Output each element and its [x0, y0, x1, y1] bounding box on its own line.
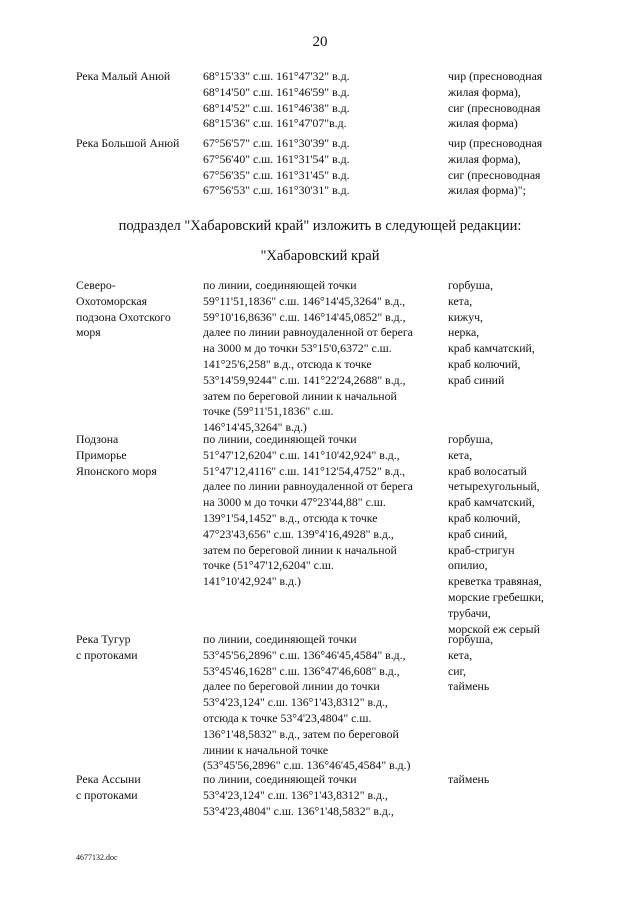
- text-line: горбуша,: [448, 278, 494, 292]
- text-line: сиг (пресноводная: [448, 100, 541, 115]
- text-line: затем по береговой линии к начальной: [203, 388, 397, 403]
- text-line: кета,: [448, 447, 473, 462]
- text-line: далее по береговой линии до точки: [203, 679, 380, 694]
- text-line: по линии, соединяющей точки: [203, 432, 357, 446]
- text-line: 139°1'54,1452" в.д., отсюда к точке: [203, 510, 378, 525]
- text-line: Северо-: [76, 278, 116, 292]
- text-line: 68°15'36" с.ш. 161°47'07"в.д.: [203, 116, 347, 131]
- text-line: креветка травяная,: [448, 574, 542, 589]
- boundary-coordinates: [203, 136, 443, 199]
- text-line: 68°15'33" с.ш. 161°47'32" в.д.: [203, 69, 350, 83]
- text-line: таймень: [448, 772, 490, 786]
- text-line: 136°1'48,5832" в.д., затем по береговой: [203, 726, 399, 741]
- text-line: чир (пресноводная: [448, 136, 543, 150]
- text-line: жилая форма),: [448, 84, 521, 99]
- text-line: краб синий,: [448, 526, 508, 541]
- text-line: Река Большой Анюй: [76, 136, 180, 150]
- text-line: с протоками: [76, 647, 138, 662]
- text-line: краб-стригун: [448, 542, 515, 557]
- species-list: [448, 772, 618, 788]
- region-name: [76, 632, 198, 664]
- text-line: морской еж серый: [448, 621, 540, 636]
- text-line: краб волосатый: [448, 463, 527, 478]
- text-line: затем по береговой линии к начальной: [203, 542, 397, 557]
- text-line: линии к начальной точке: [203, 742, 329, 757]
- text-line: с протоками: [76, 787, 138, 802]
- boundary-coordinates: [203, 432, 443, 590]
- text-line: краб синий: [448, 372, 505, 387]
- species-list: [448, 278, 618, 389]
- text-line: подзона Охотского: [76, 309, 171, 324]
- text-line: трубачи,: [448, 605, 491, 620]
- page-number: 20: [312, 34, 328, 50]
- text-line: точке (59°11'51,1836" с.ш.: [203, 404, 334, 419]
- text-line: 67°56'53" с.ш. 161°30'31" в.д.: [203, 183, 350, 198]
- text-line: Охотоморская: [76, 293, 148, 308]
- text-line: 59°11'51,1836" с.ш. 146°14'45,3264" в.д.,: [203, 293, 406, 308]
- text-line: точке (51°47'12,6204" с.ш.: [203, 558, 334, 573]
- text-line: нерка,: [448, 325, 480, 340]
- text-line: Приморье: [76, 447, 127, 462]
- text-line: жилая форма)";: [448, 183, 526, 198]
- text-line: 141°25'6,258" в.д., отсюда к точке: [203, 356, 372, 371]
- text-line: 47°23'43,656" с.ш. 139°4'16,4928" в.д.,: [203, 526, 394, 541]
- text-line: 141°10'42,924" в.д.): [203, 574, 301, 589]
- text-line: жилая форма),: [448, 151, 521, 166]
- text-line: по линии, соединяющей точки: [203, 632, 357, 646]
- region-name: [76, 772, 198, 804]
- species-list: [448, 136, 618, 199]
- text-line: кета,: [448, 647, 473, 662]
- region-name: [76, 69, 198, 85]
- text-line: 53°14'59,9244" с.ш. 141°22'24,2688" в.д.,: [203, 372, 406, 387]
- section-title: "Хабаровский край: [260, 248, 380, 264]
- boundary-coordinates: [203, 772, 443, 819]
- text-line: опилио,: [448, 558, 488, 573]
- text-line: 67°56'57" с.ш. 161°30'39" в.д.: [203, 136, 350, 150]
- boundary-coordinates: [203, 632, 443, 774]
- region-name: [76, 136, 198, 152]
- text-line: 67°56'35" с.ш. 161°31'45" в.д.: [203, 167, 350, 182]
- text-line: краб колючий,: [448, 356, 521, 371]
- text-line: на 3000 м до точки 47°23'44,88" с.ш.: [203, 495, 386, 510]
- text-line: четырехугольный,: [448, 479, 540, 494]
- text-line: краб камчатский,: [448, 495, 535, 510]
- text-line: далее по линии равноудаленной от берега: [203, 325, 413, 340]
- text-line: 53°45'56,2896" с.ш. 136°46'45,4584" в.д.,: [203, 647, 406, 662]
- text-line: жилая форма): [448, 116, 518, 131]
- species-list: [448, 432, 618, 637]
- text-line: таймень: [448, 679, 490, 694]
- text-line: на 3000 м до точки 53°15'0,6372" с.ш.: [203, 341, 392, 356]
- text-line: Река Ассыни: [76, 772, 141, 786]
- footer-filename: 4677132.doc: [76, 853, 118, 862]
- text-line: 51°47'12,4116" с.ш. 141°12'54,4752" в.д.,: [203, 463, 406, 478]
- text-line: сиг,: [448, 663, 467, 678]
- instruction-text: подраздел "Хабаровский край" изложить в следующей редакции:: [118, 218, 522, 234]
- species-list: [448, 632, 618, 695]
- region-name: [76, 432, 198, 479]
- text-line: 53°45'46,1628" с.ш. 136°47'46,608" в.д.,: [203, 663, 400, 678]
- species-list: [448, 69, 618, 132]
- text-line: сиг (пресноводная: [448, 167, 541, 182]
- text-line: Подзона: [76, 432, 119, 446]
- text-line: морские гребешки,: [448, 589, 544, 604]
- text-line: 53°4'23,124" с.ш. 136°1'43,8312" в.д.,: [203, 695, 388, 710]
- text-line: Японского моря: [76, 463, 157, 478]
- text-line: 53°4'23,124" с.ш. 136°1'43,8312" в.д.,: [203, 787, 388, 802]
- text-line: 59°10'16,8636" с.ш. 146°14'45,0852" в.д.,: [203, 309, 406, 324]
- text-line: (53°45'56,2896" с.ш. 136°46'45,4584" в.д.): [203, 758, 411, 773]
- boundary-coordinates: [203, 69, 443, 132]
- text-line: по линии, соединяющей точки: [203, 772, 357, 786]
- text-line: 68°14'50" с.ш. 161°46'59" в.д.: [203, 84, 350, 99]
- text-line: Река Тугур: [76, 632, 131, 646]
- text-line: по линии, соединяющей точки: [203, 278, 357, 292]
- text-line: 51°47'12,6204" с.ш. 141°10'42,924" в.д.,: [203, 447, 400, 462]
- text-line: кижуч,: [448, 309, 483, 324]
- text-line: 67°56'40" с.ш. 161°31'54" в.д.: [203, 151, 350, 166]
- text-line: горбуша,: [448, 632, 494, 646]
- text-line: 68°14'52" с.ш. 161°46'38" в.д.: [203, 100, 350, 115]
- region-name: [76, 278, 198, 341]
- text-line: Река Малый Анюй: [76, 69, 171, 83]
- text-line: чир (пресноводная: [448, 69, 543, 83]
- text-line: краб колючий,: [448, 510, 521, 525]
- text-line: краб камчатский,: [448, 341, 535, 356]
- text-line: 146°14'45,3264" в.д.): [203, 420, 307, 435]
- text-line: горбуша,: [448, 432, 494, 446]
- text-line: далее по линии равноудаленной от берега: [203, 479, 413, 494]
- text-line: 53°4'23,4804" с.ш. 136°1'48,5832" в.д.,: [203, 803, 394, 818]
- text-line: моря: [76, 325, 101, 340]
- text-line: кета,: [448, 293, 473, 308]
- boundary-coordinates: [203, 278, 443, 436]
- text-line: отсюда к точке 53°4'23,4804" с.ш.: [203, 710, 372, 725]
